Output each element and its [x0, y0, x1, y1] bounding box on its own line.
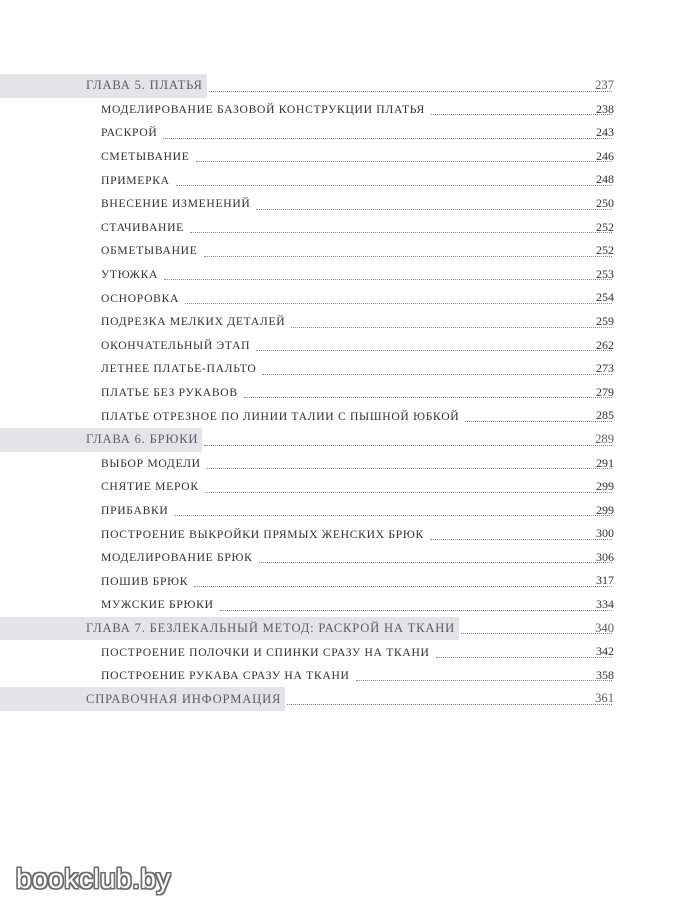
- page-number: 237: [595, 78, 614, 92]
- toc-section-row: [0, 192, 700, 216]
- page-number: 252: [596, 219, 614, 234]
- dot-leader: [185, 303, 612, 304]
- toc-section-row: [0, 664, 700, 688]
- toc-section-row: [0, 334, 700, 358]
- page-number: 253: [596, 266, 614, 281]
- page-number: 299: [596, 502, 614, 517]
- table-of-contents: [0, 74, 700, 711]
- chapter-title: СПРАВОЧНАЯ ИНФОРМАЦИЯ: [86, 691, 282, 706]
- toc-section-row: [0, 168, 700, 192]
- dot-leader: [356, 680, 612, 681]
- dot-leader: [244, 397, 612, 398]
- page-number: 273: [596, 361, 614, 376]
- page-number: 291: [596, 455, 614, 470]
- section-title: ПЛАТЬЕ ОТРЕЗНОЕ ПО ЛИНИИ ТАЛИИ С ПЫШНОЙ ЮБКОЙ: [101, 409, 460, 423]
- page-number: 342: [596, 644, 614, 659]
- section-title: СМЕТЫВАНИЕ: [101, 150, 190, 164]
- dot-leader: [209, 91, 612, 92]
- section-title: ПОСТРОЕНИЕ РУКАВА СРАЗУ НА ТКАНИ: [101, 669, 350, 683]
- dot-leader: [204, 445, 612, 446]
- page-number: 262: [596, 337, 614, 352]
- dot-leader: [262, 374, 612, 375]
- dot-leader: [196, 161, 612, 162]
- section-title: ВЫБОР МОДЕЛИ: [101, 456, 201, 470]
- section-title: ПРИМЕРКА: [101, 173, 170, 187]
- dot-leader: [204, 256, 612, 257]
- section-title: СНЯТИЕ МЕРОК: [101, 480, 199, 494]
- dot-leader: [259, 562, 612, 563]
- toc-section-row: [0, 98, 700, 122]
- dot-leader: [190, 232, 612, 233]
- section-title: СТАЧИВАНИЕ: [101, 220, 184, 234]
- chapter-title: ГЛАВА 7. БЕЗЛЕКАЛЬНЫЙ МЕТОД: РАСКРОЙ НА ТКАНИ: [86, 620, 456, 635]
- page-number: 279: [596, 384, 614, 399]
- section-title: ПОСТРОЕНИЕ ПОЛОЧКИ И СПИНКИ СРАЗУ НА ТКАНИ: [101, 645, 430, 659]
- section-title: ПЛАТЬЕ БЕЗ РУКАВОВ: [101, 386, 238, 400]
- page-number: 334: [596, 597, 614, 612]
- toc-section-row: [0, 263, 700, 287]
- toc-section-row: [0, 216, 700, 240]
- toc-section-row: [0, 404, 700, 428]
- dot-leader: [291, 327, 612, 328]
- section-title: ОСНОРОВКА: [101, 291, 180, 305]
- page-number: 361: [595, 691, 614, 706]
- section-title: ПОШИВ БРЮК: [101, 574, 189, 588]
- dot-leader: [194, 586, 612, 587]
- dot-leader: [164, 279, 612, 280]
- toc-section-row: [0, 145, 700, 169]
- toc-section-row: [0, 381, 700, 405]
- page-number: 340: [595, 620, 614, 635]
- toc-section-row: [0, 452, 700, 476]
- dot-leader: [175, 515, 612, 516]
- section-title: ЛЕТНЕЕ ПЛАТЬЕ-ПАЛЬТО: [101, 362, 257, 376]
- section-title: МОДЕЛИРОВАНИЕ БРЮК: [101, 551, 253, 565]
- toc-section-row: [0, 640, 700, 664]
- toc-chapter-row: [0, 74, 700, 98]
- toc-section-row: [0, 239, 700, 263]
- page-number: 317: [596, 573, 614, 588]
- section-title: ПОДРЕЗКА МЕЛКИХ ДЕТАЛЕЙ: [101, 315, 286, 329]
- page-number: 252: [596, 243, 614, 258]
- page-number: 254: [596, 290, 614, 305]
- page-number: 243: [596, 125, 614, 140]
- dot-leader: [287, 704, 612, 705]
- chapter-title: ГЛАВА 6. БРЮКИ: [86, 432, 199, 447]
- page-number: 358: [596, 667, 614, 682]
- dot-leader: [163, 138, 612, 139]
- toc-section-row: [0, 546, 700, 570]
- section-title: МУЖСКИЕ БРЮКИ: [101, 598, 214, 612]
- dot-leader: [176, 185, 612, 186]
- page-number: 259: [596, 313, 614, 328]
- section-title: ВНЕСЕНИЕ ИЗМЕНЕНИЙ: [101, 197, 251, 211]
- toc-section-row: [0, 121, 700, 145]
- page-number: 238: [596, 101, 614, 116]
- page-number: 306: [596, 549, 614, 564]
- toc-section-row: [0, 286, 700, 310]
- dot-leader: [220, 610, 612, 611]
- page-number: 285: [596, 408, 614, 423]
- page-number: 248: [596, 172, 614, 187]
- toc-chapter-row: [0, 617, 700, 641]
- page-number: 246: [596, 148, 614, 163]
- section-title: МОДЕЛИРОВАНИЕ БАЗОВОЙ КОНСТРУКЦИИ ПЛАТЬЯ: [101, 102, 425, 116]
- toc-section-row: [0, 310, 700, 334]
- section-title: ОБМЕТЫВАНИЕ: [101, 244, 198, 258]
- toc-section-row: [0, 569, 700, 593]
- section-title: ОКОНЧАТЕЛЬНЫЙ ЭТАП: [101, 338, 251, 352]
- section-title: РАСКРОЙ: [101, 126, 158, 140]
- page-number: 300: [596, 526, 614, 541]
- section-title: ПРИБАВКИ: [101, 503, 169, 517]
- page-number: 299: [596, 479, 614, 494]
- page-number: 289: [595, 431, 614, 446]
- toc-chapter-row: [0, 687, 700, 711]
- dot-leader: [207, 468, 612, 469]
- toc-section-row: [0, 357, 700, 381]
- dot-leader: [256, 209, 612, 210]
- chapter-title: ГЛАВА 5. ПЛАТЬЯ: [86, 78, 203, 93]
- section-title: УТЮЖКА: [101, 268, 159, 282]
- page-number: 250: [596, 195, 614, 210]
- dot-leader: [205, 492, 612, 493]
- dot-leader: [256, 350, 612, 351]
- toc-section-row: [0, 499, 700, 523]
- section-title: ПОСТРОЕНИЕ ВЫКРОЙКИ ПРЯМЫХ ЖЕНСКИХ БРЮК: [101, 527, 424, 541]
- toc-section-row: [0, 475, 700, 499]
- toc-section-row: [0, 522, 700, 546]
- toc-section-row: [0, 593, 700, 617]
- watermark-logo: bookclub.by: [16, 863, 171, 894]
- toc-chapter-row: [0, 428, 700, 452]
